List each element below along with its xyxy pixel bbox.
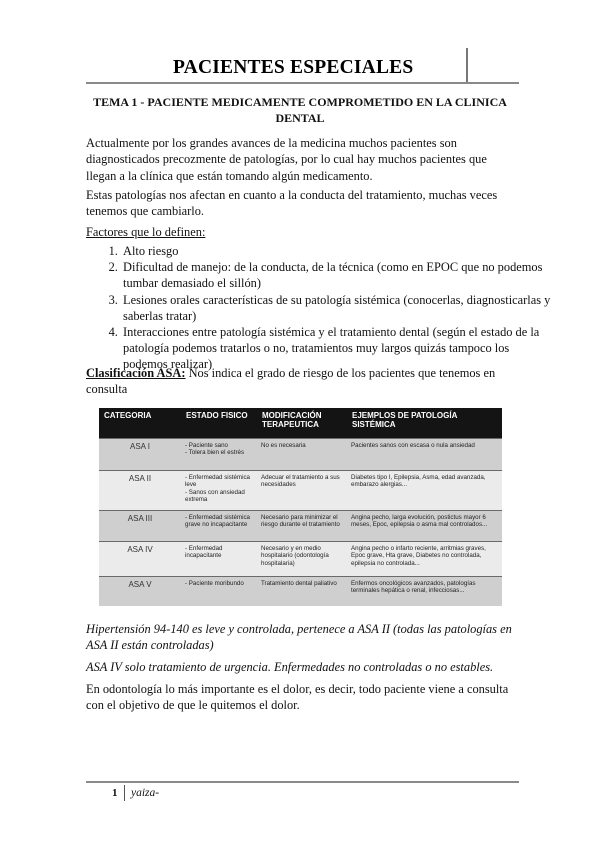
table-cell-ejemplos: Enfermos oncológicos avanzados, patologías terminales hepática o renal, infecciosas...	[347, 577, 502, 607]
asa-table	[99, 408, 502, 602]
asa-text: Nos indica el grado de riesgo de los pacientes que tenemos en consulta	[86, 366, 496, 397]
list-item: 4. Interacciones entre patología sistémica y el tratamiento dental (según el estado de la patología podemos tratarlos o no, tratamientos muy largos quizás tampoco los podemos realizar)	[121, 324, 553, 373]
hta-note: Hipertensión 94-140 es leve y controlada, pertenece a ASA II (todas las patologías en ASA II están controladas)	[86, 622, 512, 653]
footer-author: yaiza-	[131, 787, 160, 799]
asa-label: Clasificación ASA:	[86, 366, 186, 380]
table-cell-modificacion: Necesario para minimizar el riesgo durante el tratamiento	[257, 511, 347, 542]
asa-iv-note: ASA IV solo tratamiento de urgencia. Enfermedades no controladas o no estables.	[86, 660, 494, 674]
table-cell-estado: - Enfermedad incapacitante	[181, 542, 257, 577]
table-cell-category: ASA III	[99, 511, 181, 542]
factores-list	[86, 243, 553, 373]
table-cell-modificacion: Tratamiento dental paliativo	[257, 577, 347, 607]
page-header-title: PACIENTES ESPECIALES	[173, 57, 414, 78]
header-rule	[86, 82, 519, 84]
second-paragraph: Estas patologías nos afectan en cuanto a la conducta del tratamiento, muchas veces tenemos que cambiarlo.	[86, 188, 498, 219]
intro-paragraph: Actualmente por los grandes avances de la medicina muchos pacientes son diagnosticados precozmente de patologías, por lo cual hay muchos pacientes que llegan a la clínica que están tomando algún medicamento.	[86, 136, 487, 183]
asa-paragraph	[86, 365, 516, 398]
table-row	[99, 542, 502, 577]
table-cell-category: ASA II	[99, 471, 181, 511]
table-cell-category: ASA I	[99, 439, 181, 471]
table-row	[99, 511, 502, 542]
table-cell-ejemplos: Angina pecho, larga evolución, postictus mayor 6 meses, Epoc, epilepsia o asma mal controlados...	[347, 511, 502, 542]
table-cell-modificacion: No es necesaria	[257, 439, 347, 471]
table-row	[99, 577, 502, 607]
table-cell-estado: - Paciente sano - Tolera bien el estrés	[181, 439, 257, 471]
topic-title: TEMA 1 - PACIENTE MEDICAMENTE COMPROMETIDO EN LA CLINICA DENTAL	[93, 95, 507, 125]
table-header: CATEGORIA	[99, 408, 181, 439]
table-cell-modificacion: Adecuar el tratamiento a sus necesidades	[257, 471, 347, 511]
table-cell-estado: - Enfermedad sistémica grave no incapacitante	[181, 511, 257, 542]
header-divider	[466, 48, 468, 82]
table-cell-estado: - Paciente moribundo	[181, 577, 257, 607]
table-cell-ejemplos: Pacientes sanos con escasa o nula ansiedad	[347, 439, 502, 471]
page-number: 1	[112, 787, 118, 799]
table-cell-category: ASA IV	[99, 542, 181, 577]
table-cell-ejemplos: Angina pecho o infarto reciente, arritmias graves, Epoc grave, Hta grave, Diabetes no controlada, epilepsia no controlada...	[347, 542, 502, 577]
table-cell-modificacion: Necesario y en medio hospitalario (odontología hospitalaria)	[257, 542, 347, 577]
table-cell-ejemplos: Diabetes tipo I, Epilepsia, Asma, edad avanzada, embarazo alergias...	[347, 471, 502, 511]
list-item: 1. Alto riesgo	[121, 243, 553, 259]
table-row	[99, 471, 502, 511]
list-item: 2. Dificultad de manejo: de la conducta, de la técnica (como en EPOC que no podemos tumbar demasiado el sillón)	[121, 259, 553, 291]
table-row	[99, 439, 502, 471]
table-header: MODIFICACIÓN TERAPEUTICA	[257, 408, 347, 439]
odontologia-paragraph: En odontología lo más importante es el dolor, es decir, todo paciente viene a consulta con el objetivo de que le quitemos el dolor.	[86, 682, 509, 713]
table-cell-estado: - Enfermedad sistémica leve - Sanos con ansiedad extrema	[181, 471, 257, 511]
table-header: EJEMPLOS DE PATOLOGÍA SISTÉMICA	[347, 408, 502, 439]
table-cell-category: ASA V	[99, 577, 181, 607]
table-header: ESTADO FISICO	[181, 408, 257, 439]
factores-heading: Factores que lo definen:	[86, 225, 206, 239]
footer-divider	[124, 785, 125, 801]
footer-rule	[86, 781, 519, 783]
list-item: 3. Lesiones orales características de su patología sistémica (conocerlas, diagnosticarlas y saberlas tratar)	[121, 292, 553, 324]
